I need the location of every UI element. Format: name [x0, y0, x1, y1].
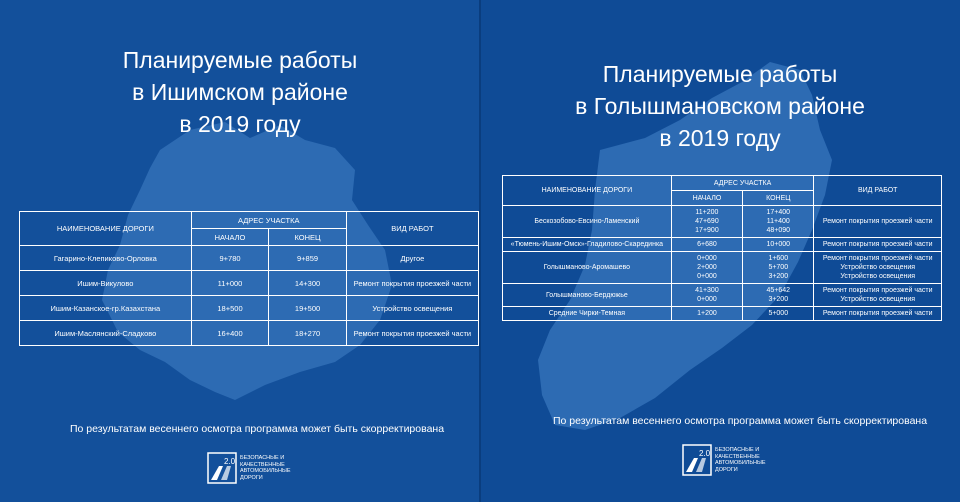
logo-text: БЕЗОПАСНЫЕ И КАЧЕСТВЕННЫЕ АВТОМОБИЛЬНЫЕ ДОРОГИ [715, 447, 766, 473]
end-km: 14+300 [269, 271, 346, 296]
start-km: 18+500 [191, 296, 269, 321]
right-title-line-2: в Голышмановском районе [575, 93, 865, 119]
work-type: Ремонт покрытия проезжей части [346, 321, 478, 346]
logo-mark-text: 2.0 [224, 457, 236, 466]
start-km: 41+300 0+000 [671, 284, 742, 307]
work-type: Ремонт покрытия проезжей части [814, 238, 942, 252]
road-name: Ишим-Маслянский-Сладково [20, 321, 192, 346]
end-km: 10+000 [743, 238, 814, 252]
header-address: АДРЕС УЧАСТКА [191, 212, 346, 229]
start-km: 11+200 47+690 17+900 [671, 206, 742, 238]
end-km: 1+600 5+700 3+200 [743, 252, 814, 284]
left-note: По результатам весеннего осмотра программа может быть скорректирована [70, 423, 445, 435]
table-row [503, 206, 942, 238]
right-title-line-3: в 2019 году [659, 125, 781, 151]
header-end: КОНЕЦ [269, 229, 346, 246]
work-type: Ремонт покрытия проезжей части [346, 271, 478, 296]
header-work: ВИД РАБОТ [346, 212, 478, 246]
start-km: 16+400 [191, 321, 269, 346]
work-type: Ремонт покрытия проезжей части Устройство освещения [814, 284, 942, 307]
end-km: 18+270 [269, 321, 346, 346]
road-name: Ишим-Казанское-гр.Казахстана [20, 296, 192, 321]
end-km: 17+400 11+400 48+090 [743, 206, 814, 238]
header-road: НАИМЕНОВАНИЕ ДОРОГИ [503, 176, 672, 206]
work-type: Устройство освещения [346, 296, 478, 321]
left-title-line-1: Планируемые работы [122, 47, 358, 73]
start-km: 0+000 2+000 0+000 [671, 252, 742, 284]
road-name: «Тюмень-Ишим-Омск»-Гладилово-Скарединка [503, 238, 672, 252]
logo-mark-text: 2.0 [699, 449, 711, 458]
table-row [503, 238, 942, 252]
end-km: 9+859 [269, 246, 346, 271]
start-km: 11+000 [191, 271, 269, 296]
start-km: 9+780 [191, 246, 269, 271]
start-km: 6+680 [671, 238, 742, 252]
header-address: АДРЕС УЧАСТКА [671, 176, 814, 191]
road-name: Голышманово-Бердюжье [503, 284, 672, 307]
header-road: НАИМЕНОВАНИЕ ДОРОГИ [20, 212, 192, 246]
end-km: 5+000 [743, 307, 814, 321]
work-type: Ремонт покрытия проезжей части [814, 307, 942, 321]
left-title-line-3: в 2019 году [179, 111, 301, 137]
table-row [503, 252, 942, 284]
right-works-table [502, 175, 942, 321]
start-km: 1+200 [671, 307, 742, 321]
road-name: Ишим-Викулово [20, 271, 192, 296]
end-km: 19+500 [269, 296, 346, 321]
work-type: Ремонт покрытия проезжей части [814, 206, 942, 238]
header-work: ВИД РАБОТ [814, 176, 942, 206]
right-note: По результатам весеннего осмотра программа может быть скорректирована [553, 415, 928, 427]
right-logo [682, 444, 769, 476]
logo-text: БЕЗОПАСНЫЕ И КАЧЕСТВЕННЫЕ АВТОМОБИЛЬНЫЕ ДОРОГИ [240, 455, 291, 481]
right-title-line-1: Планируемые работы [602, 61, 838, 87]
work-type: Ремонт покрытия проезжей части Устройство освещения Устройство освещения [814, 252, 942, 284]
work-type: Другое [346, 246, 478, 271]
road-logo-icon [682, 444, 712, 476]
header-end: КОНЕЦ [743, 191, 814, 206]
road-name: Голышманово-Аромашево [503, 252, 672, 284]
road-name: Гагарино-Клепиково-Орловка [20, 246, 192, 271]
header-start: НАЧАЛО [671, 191, 742, 206]
table-row [503, 307, 942, 321]
left-title-line-2: в Ишимском районе [132, 79, 348, 105]
header-start: НАЧАЛО [191, 229, 269, 246]
road-name: Бескозобово-Евсино-Ламенский [503, 206, 672, 238]
table-row [503, 284, 942, 307]
road-name: Средние Чирки-Темная [503, 307, 672, 321]
end-km: 45+642 3+200 [743, 284, 814, 307]
